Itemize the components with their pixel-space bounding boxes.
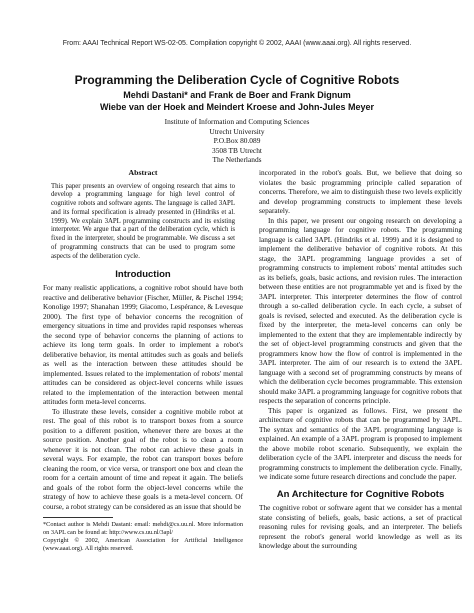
- affiliation-line: 3508 TB Utrecht: [212, 145, 262, 155]
- right-column: [259, 168, 462, 551]
- abstract-heading: Abstract: [128, 168, 158, 177]
- paragraph: In this paper, we present our ongoing research on developing a programming language for cognitive robots. The programming language is called 3APL (Hindriks et al. 1999) and it is designed to implement the deliberative behavior of cognitive robots. At this stage, the 3APL programming language provides a set of programming constructs to implement robots' mental attitudes such as its beliefs, goals, basic actions, and revision rules. The interaction between these entities are not programmable yet and is fixed by the 3APL interpreter. This interpreter determines the flow of control through a so-called deliberation cycle. In each cycle, a subset of goals is revised, selected and executed. As the deliberation cycle is fixed by the interpreter, the meta-level concerns can only be implemented to the extent that they are implementable indirectly by the set of object-level programming constructs and given that the programmers know how the flow of control is implemented in the 3APL interpreter. The aim of our research is to extend the 3APL language with a second set of programming constructs by means of which the deliberation cycle becomes programmable. This extension should make 3APL a programming language for cognitive robots that respects the separation of concerns principle.: [259, 215, 462, 405]
- affiliation-line: The Netherlands: [212, 155, 262, 165]
- paragraph: This paper is organized as follows. First, we present the architecture of cognitive robots that can be programmed by 3APL. The syntax and semantics of the 3APL programming language is explained. An example of a 3APL program is proposed to implement the above mobile robot scenario. Subsequently, we explain the deliberation cycle of the 3APL interpreter and discuss the needs for programming constructs to implement the deliberation cycle. Finally, we indicate some future research directions and conclude the paper.: [259, 405, 462, 481]
- section-heading-architecture: An Architecture for Cognitive Robots: [276, 488, 445, 500]
- footnote-contact: *Contact author is Mehdi Dastani: email: mehdi@cs.uu.nl. More information on 3APL can be found at: http://www.cs.uu.nl/3apl/: [43, 521, 243, 537]
- authors-line-1: Mehdi Dastani* and Frank de Boer and Frank Dignum: [123, 90, 351, 100]
- affiliation: [0, 117, 474, 165]
- footnote-copyright: Copyright © 2002, American Association for Artificial Intelligence (www.aaai.org). All rights reserved.: [43, 537, 243, 553]
- authors-line-2: Wiebe van der Hoek and Meindert Kroese and John-Jules Meyer: [100, 102, 374, 112]
- source-note: From: AAAI Technical Report WS-02-05. Compilation copyright © 2002, AAAI (www.aaai.org). All rights reserved.: [62, 40, 412, 47]
- paragraph: incorporated in the robot's goals. But, we believe that doing so violates the basic programming principle called separation of concerns. Therefore, we aim to distinguish these two levels explicitly and develop programming constructs to implement these levels separately.: [259, 168, 462, 215]
- paper-title: Programming the Deliberation Cycle of Cognitive Robots: [74, 73, 400, 87]
- affiliation-line: P.O.Box 80.089: [213, 136, 261, 146]
- author-list: [0, 89, 474, 113]
- abstract-text: This paper presents an overview of ongoing research that aims to develop a programming language for high level control of cognitive robots and software agents. The language is called 3APL and its formal specification is already presented in (Hindriks et al. 1999). We explain 3APL programming constructs and its existing interpreter. We argue that a part of the deliberation cycle, which is fixed in the interpreter, should be programmable. We discuss a set of programming constructs that can be used to program some aspects of the deliberation cycle.: [51, 182, 235, 260]
- paragraph: For many realistic applications, a cognitive robot should have both reactive and deliberative behavior (Fischer, Müller, & Pischel 1994; Konolige 1997; Shanahan 1999; Giacomo, Lespérance, & Levesque 2000). The first type of behavior concerns the recognition of emergency situations in time and provides rapid responses whereas the second type of behavior concerns the planning of actions to achieve its long term goals. In order to implement a robot's deliberative behavior, its mental attitudes such as goals and beliefs as well as the interaction between these attitudes should be implemented. Issues related to the implementation of robots' mental attitudes can be considered as object-level concerns while issues related to the implementation of the interaction between mental attitudes form meta-level concerns.: [43, 283, 243, 407]
- left-column: [43, 168, 243, 553]
- affiliation-line: Institute of Information and Computing Sciences: [164, 117, 310, 126]
- paragraph: To illustrate these levels, consider a cognitive mobile robot at rest. The goal of this robot is to transport boxes from a source position to a different position, whenever there are boxes at the source position. Another goal of the robot is to clean a room whenever it is not clean. The robot can achieve these goals in several ways. For example, the robot can transport boxes before cleaning the room, or vice versa, or transport one box and clean the room for a certain amount of time and repeat it again. The beliefs and goals of the robot form the object-level concerns while the strategy of how to achieve these goals is a meta-level concern. Of course, a robot strategy can be considered as an issue that should be: [43, 406, 243, 511]
- section-heading-introduction: Introduction: [115, 268, 171, 280]
- affiliation-line: Utrecht University: [209, 126, 265, 136]
- paragraph: The cognitive robot or software agent that we consider has a mental state consisting of beliefs, goals, basic actions, a set of practical reasoning rules for revising goals, and an interpreter. The beliefs represent the robot's general world knowledge as well as its knowledge about the surrounding: [259, 503, 462, 550]
- footnote-rule: [43, 517, 113, 518]
